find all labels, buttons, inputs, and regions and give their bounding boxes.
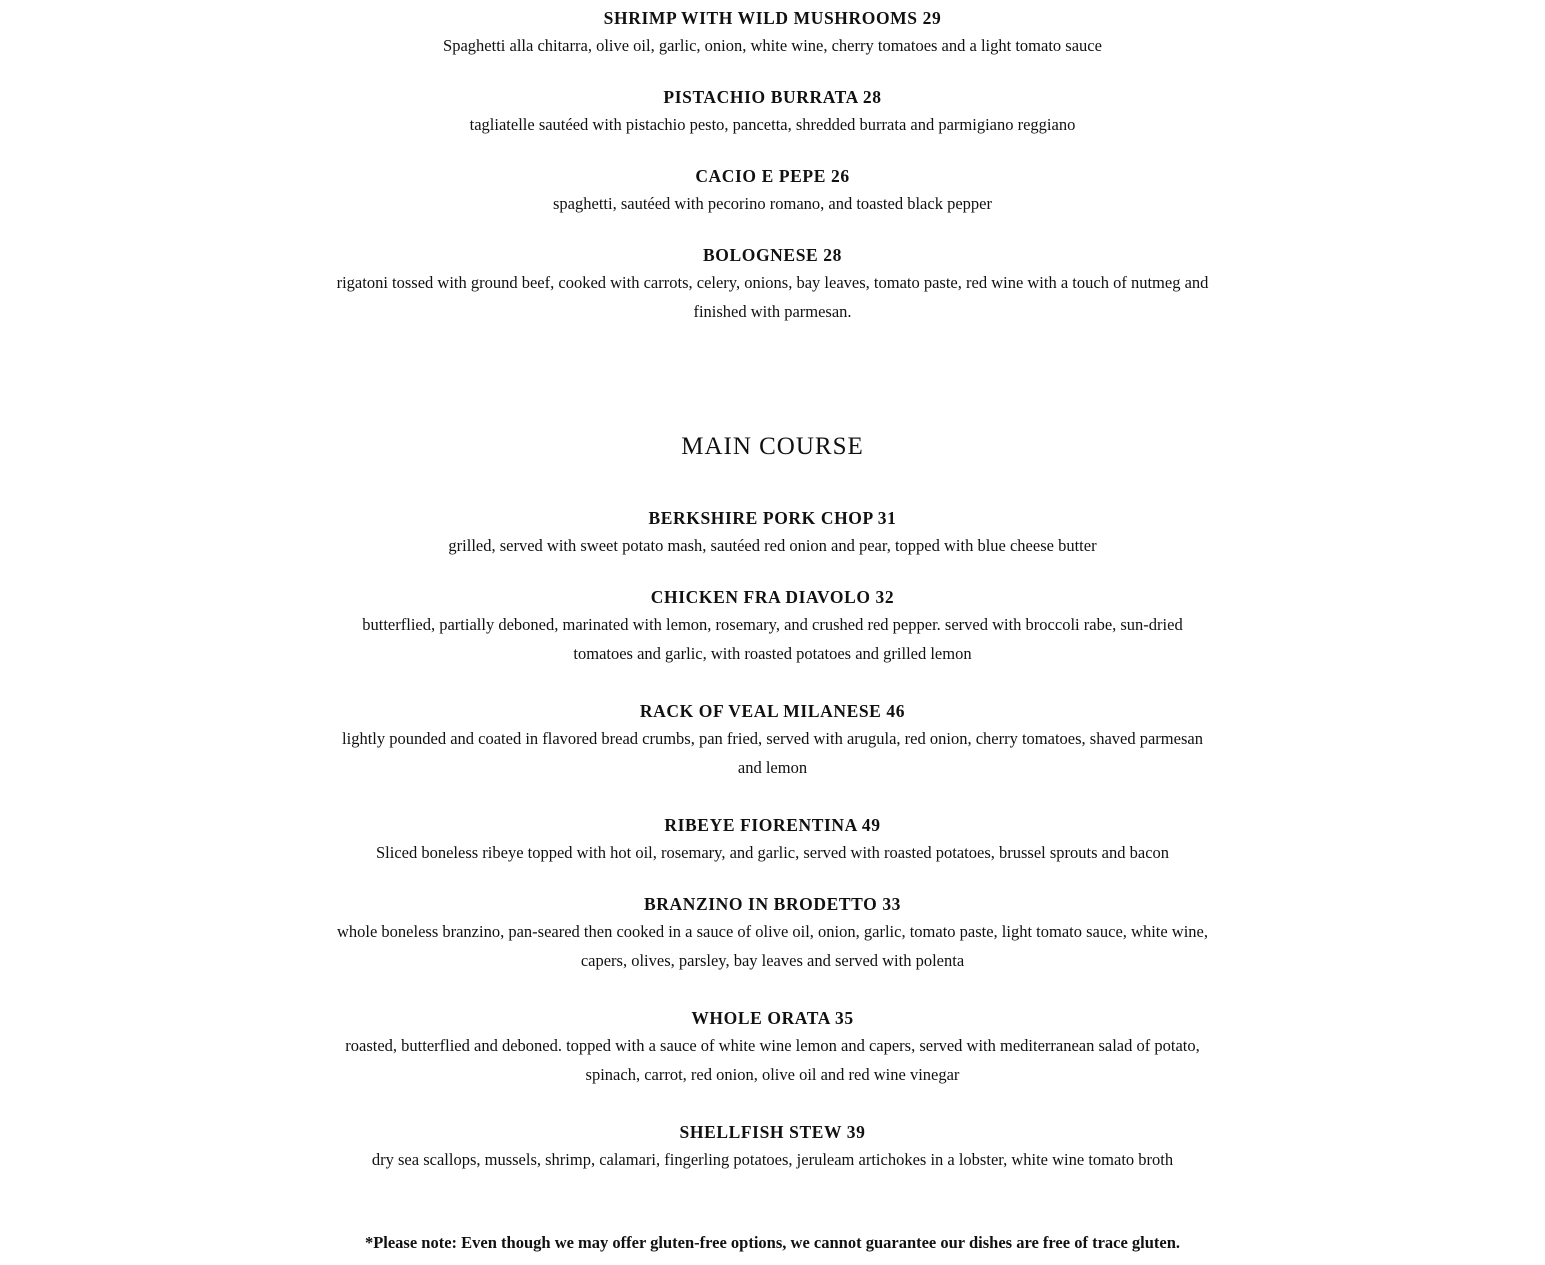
menu-item-description: dry sea scallops, mussels, shrimp, calamari, fingerling potatoes, jeruleam artichokes in a lobster, white wine tomato broth: [371, 1150, 1174, 1169]
menu-item-name: SHELLFISH STEW 39: [679, 1122, 866, 1142]
menu-item-branzino-in-brodetto: [0, 893, 1545, 975]
menu-item-berkshire-pork-chop: [0, 507, 1545, 560]
menu-item-shrimp-wild-mushrooms: [0, 7, 1545, 60]
menu-item-name: PISTACHIO BURRATA 28: [663, 87, 882, 107]
menu-item-cacio-e-pepe: [0, 165, 1545, 218]
menu-item-description: butterflied, partially deboned, marinated with lemon, rosemary, and crushed red pepper. served with broccoli rabe, sun-dried tomatoes and garlic, with roasted potatoes and grilled lemon: [362, 615, 1183, 663]
gluten-disclaimer-note: *Please note: Even though we may offer gluten-free options, we cannot guarantee our dishes are free of trace gluten.: [364, 1233, 1181, 1252]
menu-item-name: RACK OF VEAL MILANESE 46: [639, 701, 906, 721]
menu-item-description: lightly pounded and coated in flavored bread crumbs, pan fried, served with arugula, red onion, cherry tomatoes, shaved parmesan and lemon: [342, 729, 1203, 777]
menu-item-whole-orata: [0, 1007, 1545, 1089]
menu-item-description: spaghetti, sautéed with pecorino romano, and toasted black pepper: [553, 194, 992, 213]
menu-item-name: WHOLE ORATA 35: [691, 1008, 854, 1028]
menu-item-name: CACIO E PEPE 26: [695, 166, 850, 186]
menu-item-description: Spaghetti alla chitarra, olive oil, garlic, onion, white wine, cherry tomatoes and a light tomato sauce: [443, 36, 1102, 55]
menu-item-name: RIBEYE FIORENTINA 49: [664, 815, 881, 835]
menu-item-description: grilled, served with sweet potato mash, sautéed red onion and pear, topped with blue cheese butter: [448, 536, 1097, 555]
menu-item-description: rigatoni tossed with ground beef, cooked with carrots, celery, onions, bay leaves, tomato paste, red wine with a touch of nutmeg and finished with parmesan.: [336, 273, 1209, 321]
menu-item-name: BOLOGNESE 28: [703, 245, 842, 265]
menu-item-name: BRANZINO IN BRODETTO 33: [643, 894, 902, 914]
menu-item-name: BERKSHIRE PORK CHOP 31: [648, 508, 897, 528]
menu-item-chicken-fra-diavolo: [0, 586, 1545, 668]
menu-item-description: Sliced boneless ribeye topped with hot oil, rosemary, and garlic, served with roasted potatoes, brussel sprouts and bacon: [375, 843, 1170, 862]
menu-item-rack-of-veal-milanese: [0, 700, 1545, 782]
menu-item-shellfish-stew: [0, 1121, 1545, 1174]
menu-item-pistachio-burrata: [0, 86, 1545, 139]
section-title-main-course: MAIN COURSE: [681, 433, 864, 460]
menu-item-description: whole boneless branzino, pan-seared then cooked in a sauce of olive oil, onion, garlic, tomato paste, light tomato sauce, white wine, capers, olives, parsley, bay leaves and served with polenta: [336, 922, 1209, 970]
menu-item-name: SHRIMP WITH WILD MUSHROOMS 29: [603, 8, 942, 28]
menu-item-description: tagliatelle sautéed with pistachio pesto, pancetta, shredded burrata and parmigiano reggiano: [469, 115, 1076, 134]
menu-item-name: CHICKEN FRA DIAVOLO 32: [650, 587, 895, 607]
menu-item-ribeye-fiorentina: [0, 814, 1545, 867]
menu-item-description: roasted, butterflied and deboned. topped with a sauce of white wine lemon and capers, served with mediterranean salad of potato, spinach, carrot, red onion, olive oil and red wine vinegar: [345, 1036, 1200, 1084]
menu-item-bolognese: [0, 244, 1545, 326]
